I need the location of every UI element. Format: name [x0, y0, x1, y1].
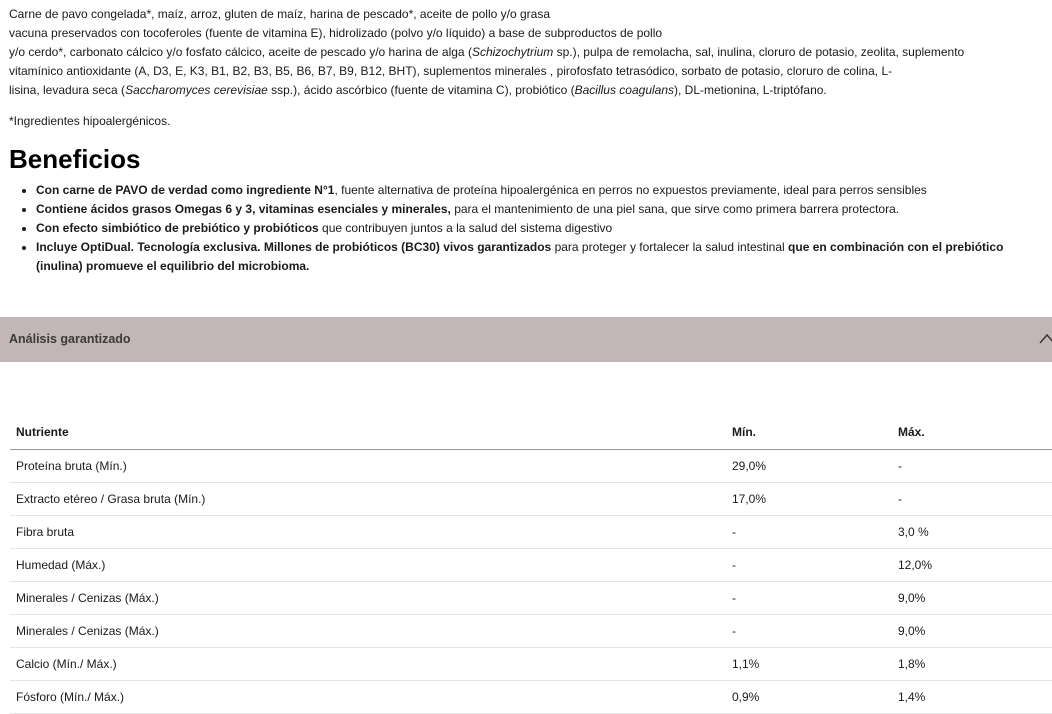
table-row: [10, 614, 1052, 647]
column-header-min: Mín.: [726, 416, 892, 449]
column-header-max: Máx.: [892, 416, 1052, 449]
min-cell: -: [726, 581, 892, 614]
ingredients-line: [9, 81, 1049, 100]
ingredients-species-name: Saccharomyces cerevisiae: [125, 83, 268, 97]
benefit-item: [36, 238, 1050, 276]
ingredients-line-1: Carne de pavo congelada*, maíz, arroz, gluten de maíz, harina de pescado*, aceite de pollo y/o grasa: [9, 7, 551, 21]
ingredients-line-3b: sp.), pulpa de remolacha, sal, inulina, cloruro de potasio, zeolita, suplemento: [553, 45, 965, 59]
benefit-highlight: Incluye OptiDual. Tecnología exclusiva. Millones de probióticos (BC30) vivos garantizados: [36, 240, 552, 254]
max-cell: 12,0%: [892, 548, 1052, 581]
benefits-list: [0, 181, 1050, 276]
benefits-heading: Beneficios: [9, 144, 141, 174]
benefit-description: , fuente alternativa de proteína hipoalergénica en perros no expuestos previamente, ideal para perros sensibles: [334, 183, 927, 197]
benefit-description: que contribuyen juntos a la salud del sistema digestivo: [318, 221, 613, 235]
ingredients-line-3a: y/o cerdo*, carbonato cálcico y/o fosfato cálcico, aceite de pescado y/o harina de alga (: [9, 45, 472, 59]
max-cell: 1,8%: [892, 647, 1052, 680]
ingredients-line-5b: ssp.), ácido ascórbico (fuente de vitamina C), probiótico (: [267, 83, 575, 97]
min-cell: -: [726, 614, 892, 647]
max-cell: -: [892, 449, 1052, 482]
nutrient-cell: Calcio (Mín./ Máx.): [10, 647, 726, 680]
ingredients-line: [9, 5, 1049, 24]
min-cell: 0,9%: [726, 680, 892, 713]
ingredients-line: [9, 62, 1049, 81]
table-row: [10, 482, 1052, 515]
ingredients-line-5a: lisina, levadura seca (: [9, 83, 126, 97]
nutrient-cell: Proteína bruta (Mín.): [10, 449, 726, 482]
ingredients-species-name: Bacillus coagulans: [574, 83, 675, 97]
ingredients-line-2: vacuna preservados con tocoferoles (fuente de vitamina E), hidrolizado (polvo y/o líquido) a base de subproductos de pollo: [9, 26, 663, 40]
ingredients-line-5c: ), DL-metionina, L-triptófano.: [674, 83, 827, 97]
benefit-highlight: que en combinación con el prebiótico (inulina) promueve el equilibrio del microbioma.: [36, 240, 1004, 273]
max-cell: 1,4%: [892, 680, 1052, 713]
min-cell: -: [726, 548, 892, 581]
benefit-highlight: Con carne de PAVO de verdad como ingrediente N°1: [36, 183, 335, 197]
accordion-title: Análisis garantizado: [9, 332, 131, 346]
footnote: *Ingredientes hipoalergénicos.: [9, 114, 171, 128]
nutrient-cell: Minerales / Cenizas (Máx.): [10, 614, 726, 647]
ingredients-line: [9, 43, 1049, 62]
nutrient-cell: Fibra bruta: [10, 515, 726, 548]
max-cell: 9,0%: [892, 614, 1052, 647]
analysis-accordion-header[interactable]: [0, 317, 1052, 362]
table-row: [10, 548, 1052, 581]
benefit-item: [36, 219, 1050, 238]
min-cell: 29,0%: [726, 449, 892, 482]
column-header-nutrient: Nutriente: [10, 416, 726, 449]
min-cell: 17,0%: [726, 482, 892, 515]
benefit-description: para el mantenimiento de una piel sana, que sirve como primera barrera protectora.: [450, 202, 900, 216]
benefit-description: para proteger y fortalecer la salud intestinal: [551, 240, 789, 254]
ingredients-text: [9, 5, 1049, 100]
ingredients-species-name: Schizochytrium: [471, 45, 554, 59]
nutrient-cell: Humedad (Máx.): [10, 548, 726, 581]
min-cell: 1,1%: [726, 647, 892, 680]
benefit-highlight: Con efecto simbiótico de prebiótico y probióticos: [36, 221, 319, 235]
chevron-up-icon[interactable]: [1038, 331, 1052, 347]
table-row: [10, 515, 1052, 548]
table-row: [10, 647, 1052, 680]
nutrient-cell: Extracto etéreo / Grasa bruta (Mín.): [10, 482, 726, 515]
max-cell: 9,0%: [892, 581, 1052, 614]
table-row: [10, 449, 1052, 482]
ingredients-line-4: vitamínico antioxidante (A, D3, E, K3, B1, B2, B3, B5, B6, B7, B9, B12, BHT), suplementos minerales , pirofosfato tetrasódico, sorbato de potasio, cloruro de colina, L-: [9, 64, 893, 78]
table-header-row: [10, 416, 1052, 449]
table-row: [10, 581, 1052, 614]
benefit-highlight: Contiene ácidos grasos Omegas 6 y 3, vitaminas esenciales y minerales,: [36, 202, 451, 216]
ingredients-line: [9, 24, 1049, 43]
nutrient-cell: Fósforo (Mín./ Máx.): [10, 680, 726, 713]
nutrient-cell: Minerales / Cenizas (Máx.): [10, 581, 726, 614]
benefit-item: [36, 181, 1050, 200]
max-cell: -: [892, 482, 1052, 515]
benefit-item: [36, 200, 1050, 219]
table-row: [10, 680, 1052, 713]
analysis-table: [10, 416, 1052, 714]
min-cell: -: [726, 515, 892, 548]
max-cell: 3,0 %: [892, 515, 1052, 548]
